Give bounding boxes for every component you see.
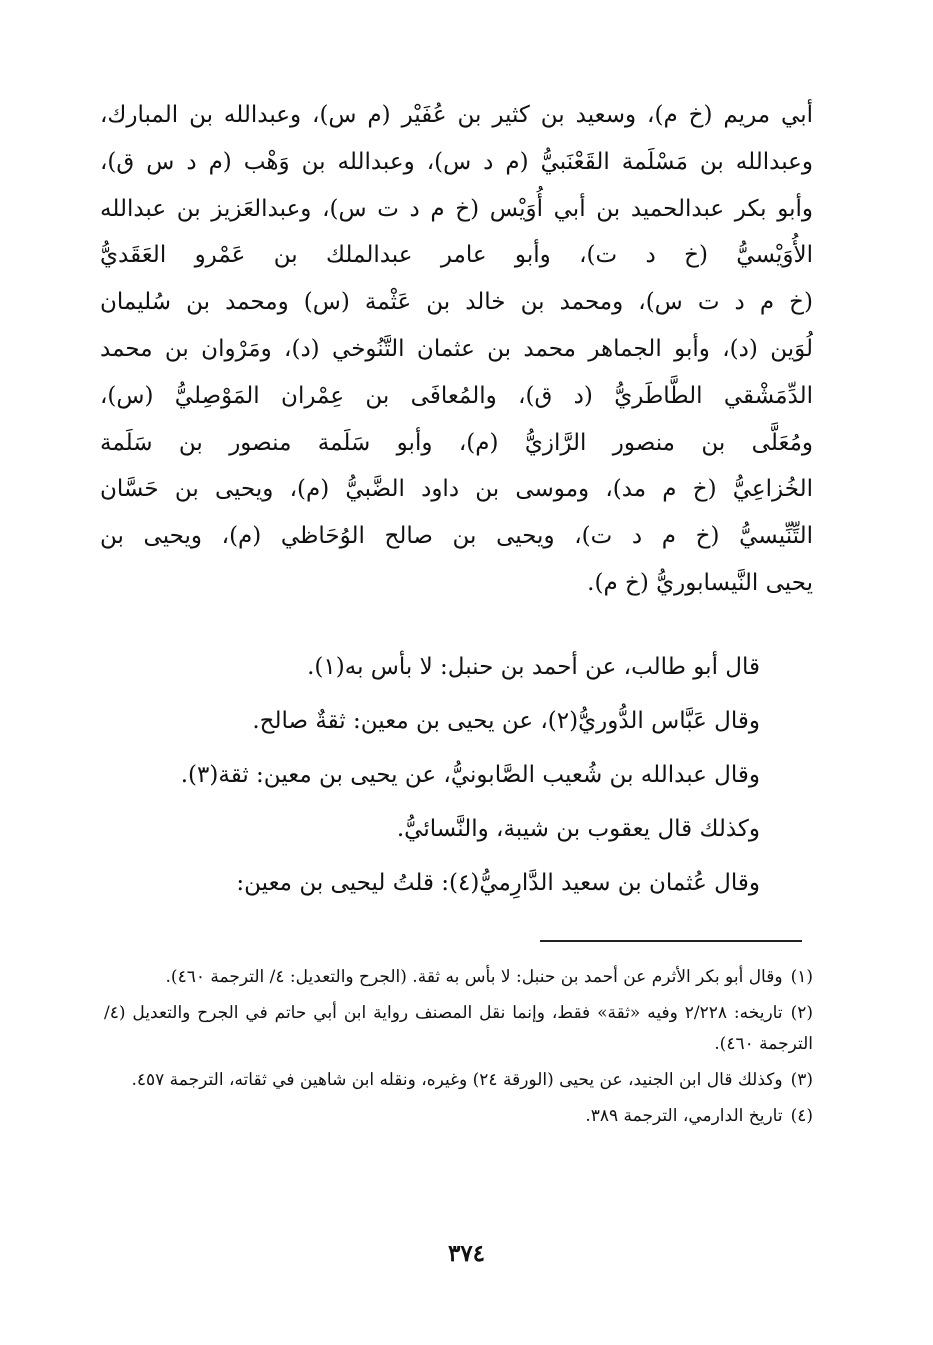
footnote	[104, 998, 813, 1060]
text-line: ومُعَلَّى بن منصور الرَّازيُّ (م)، وأبو سَلَمة منصور بن سَلَمة	[100, 429, 813, 456]
text-line: (خ م د ت س)، ومحمد بن خالد بن عَثْمة (س) ومحمد بن سُليمان	[100, 289, 813, 316]
quote-line: وكذلك قال يعقوب بن شيبة، والنَّسائيُّ.	[396, 816, 760, 842]
text-line: يحيى النَّيسابوريُّ (خ م).	[587, 569, 813, 596]
footnote-number: (٣)	[790, 1070, 813, 1090]
text-line: أبي مريم (خ م)، وسعيد بن كثير بن عُفَيْر (م س)، وعبدالله بن المبارك،	[100, 102, 813, 128]
text-line: الدِّمَشْقي الطَّاطَريُّ (د ق)، والمُعافَى بن عِمْران المَوْصِليُّ (س)،	[100, 382, 813, 409]
text-line: لُوَين (د)، وأبو الجماهر محمد بن عثمان التَّنُوخي (د)، ومَرْوان بن محمد	[100, 335, 813, 362]
footnote-text: تاريخ الدارمي، الترجمة ٣٨٩.	[585, 1106, 783, 1126]
footnote-text: تاريخه: ٢/٢٢٨ وفيه «ثقة» فقط، وإنما نقل المصنف رواية ابن أبي حاتم في الجرح والتعديل (٤/ الترجمة ٤٦٠).	[104, 1003, 813, 1054]
text-line: الخُزاعِيُّ (خ م مد)، وموسى بن داود الضَّبيُّ (م)، ويحيى بن حَسَّان	[100, 476, 813, 503]
page-number: ٣٧٤	[447, 1240, 486, 1267]
quote-line: وقال عَبَّاس الدُّوريُّ(٢)، عن يحيى بن معين: ثقةٌ صالح.	[252, 708, 760, 734]
text-line: وأبو بكر عبدالحميد بن أبي أُوَيْس (خ م د ت س)، وعبدالعَزيز بن عبدالله	[100, 195, 813, 222]
footnote-text: وقال أبو بكر الأثرم عن أحمد بن حنبل: لا بأس به ثقة. (الجرح والتعديل: ٤/ الترجمة ٤٦٠).	[165, 967, 783, 987]
footnote-text: وكذلك قال ابن الجنيد، عن يحيى (الورقة ٢٤) وغيره، ونقله ابن شاهين في ثقاته، الترجمة ٤٥٧.	[131, 1070, 783, 1090]
main-paragraph	[100, 92, 813, 607]
quote-line: وقال عُثمان بن سعيد الدَّارِميُّ(٤): قلتُ ليحيى بن معين:	[236, 870, 760, 896]
quote-line: وقال عبدالله بن شُعيب الصَّابونيُّ، عن يحيى بن معين: ثقة(٣).	[180, 762, 760, 788]
footnote-number: (٢)	[790, 1003, 813, 1023]
text-line: التِّنِّيسيُّ (خ م د ت)، ويحيى بن صالح الوُحَاظي (م)، ويحيى بن	[100, 523, 813, 550]
footnote	[104, 1065, 813, 1096]
quotations-block	[100, 640, 760, 910]
text-line: الأُوَيْسيُّ (خ د ت)، وأبو عامر عبدالملك بن عَمْرو العَقَديُّ	[100, 242, 813, 269]
footnote	[104, 1101, 813, 1132]
footnote-number: (٤)	[790, 1106, 813, 1126]
text-line: وعبدالله بن مَسْلَمة القَعْنَبيُّ (م د س)، وعبدالله بن وَهْب (م د س ق)،	[100, 148, 813, 175]
quote-line: قال أبو طالب، عن أحمد بن حنبل: لا بأس به(١).	[307, 654, 760, 680]
footnote-number: (١)	[790, 967, 813, 987]
footnotes	[104, 962, 813, 1137]
footnote-divider	[540, 940, 802, 942]
footnote	[104, 962, 813, 993]
